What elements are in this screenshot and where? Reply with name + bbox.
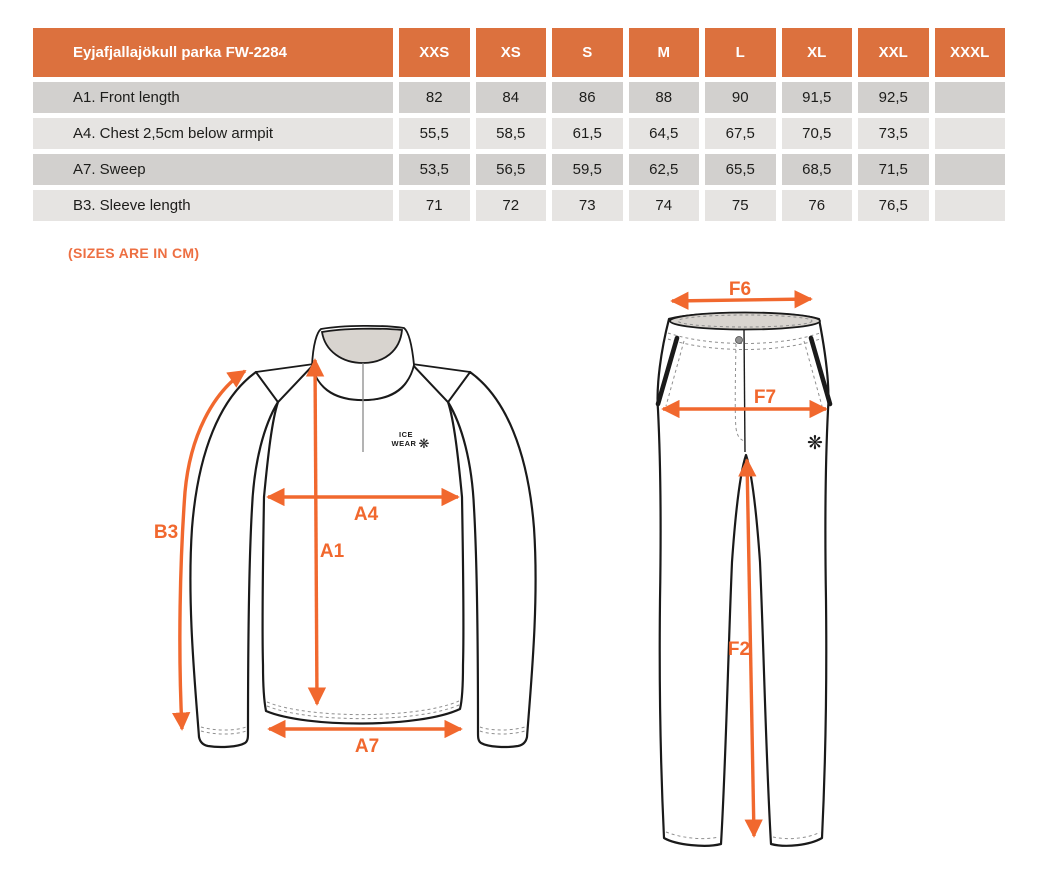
- cell: 71,5: [858, 154, 929, 185]
- brand-logo-line2: WEAR: [391, 439, 417, 448]
- label-f6: F6: [728, 279, 752, 300]
- cell: 88: [629, 82, 700, 113]
- cell: 70,5: [782, 118, 853, 149]
- cell: 58,5: [476, 118, 547, 149]
- label-a4: A4: [353, 504, 379, 525]
- label-f7: F7: [753, 387, 777, 408]
- cell: 86: [552, 82, 623, 113]
- sizes-in-cm-note: (SIZES ARE IN CM): [68, 245, 200, 261]
- size-header-l: L: [705, 28, 776, 77]
- row-label: A4. Chest 2,5cm below armpit: [33, 118, 393, 149]
- cell: 90: [705, 82, 776, 113]
- size-header-xl: XL: [782, 28, 853, 77]
- cell: 68,5: [782, 154, 853, 185]
- cell: 74: [629, 190, 700, 221]
- pants-fly-line: [744, 329, 745, 452]
- size-header-xxs: XXS: [399, 28, 470, 77]
- cell: 76: [782, 190, 853, 221]
- cell: 71: [399, 190, 470, 221]
- snowflake-icon: ❋: [418, 436, 430, 451]
- cell: 62,5: [629, 154, 700, 185]
- size-header-m: M: [629, 28, 700, 77]
- product-header-cell: Eyjafjallajökull parka FW-2284: [33, 28, 393, 77]
- snowflake-icon: ❋: [807, 433, 823, 454]
- pants-body: [658, 313, 829, 846]
- size-header-s: S: [552, 28, 623, 77]
- label-f2: F2: [727, 639, 751, 660]
- row-label: B3. Sleeve length: [33, 190, 393, 221]
- row-label: A1. Front length: [33, 82, 393, 113]
- jacket-diagram: [154, 326, 536, 757]
- size-header-xs: XS: [476, 28, 547, 77]
- label-b3: B3: [153, 522, 179, 543]
- cell: 56,5: [476, 154, 547, 185]
- cell: 73,5: [858, 118, 929, 149]
- arrow-a1: [315, 360, 317, 704]
- label-a7: A7: [354, 736, 380, 757]
- pants-button: [736, 337, 743, 344]
- cell: 53,5: [399, 154, 470, 185]
- row-label: A7. Sweep: [33, 154, 393, 185]
- cell: 76,5: [858, 190, 929, 221]
- cell: 75: [705, 190, 776, 221]
- cell: 61,5: [552, 118, 623, 149]
- cell: 82: [399, 82, 470, 113]
- cell: 59,5: [552, 154, 623, 185]
- cell: 64,5: [629, 118, 700, 149]
- brand-logo-line1: ICE: [398, 430, 414, 439]
- pants-diagram: [658, 279, 830, 846]
- cell: 84: [476, 82, 547, 113]
- cell: 72: [476, 190, 547, 221]
- size-header-xxxl: XXXL: [935, 28, 1006, 77]
- size-header-xxl: XXL: [858, 28, 929, 77]
- cell: 91,5: [782, 82, 853, 113]
- cell: 65,5: [705, 154, 776, 185]
- cell: 67,5: [705, 118, 776, 149]
- cell: 55,5: [399, 118, 470, 149]
- label-a1: A1: [319, 541, 345, 562]
- cell: 92,5: [858, 82, 929, 113]
- cell: 73: [552, 190, 623, 221]
